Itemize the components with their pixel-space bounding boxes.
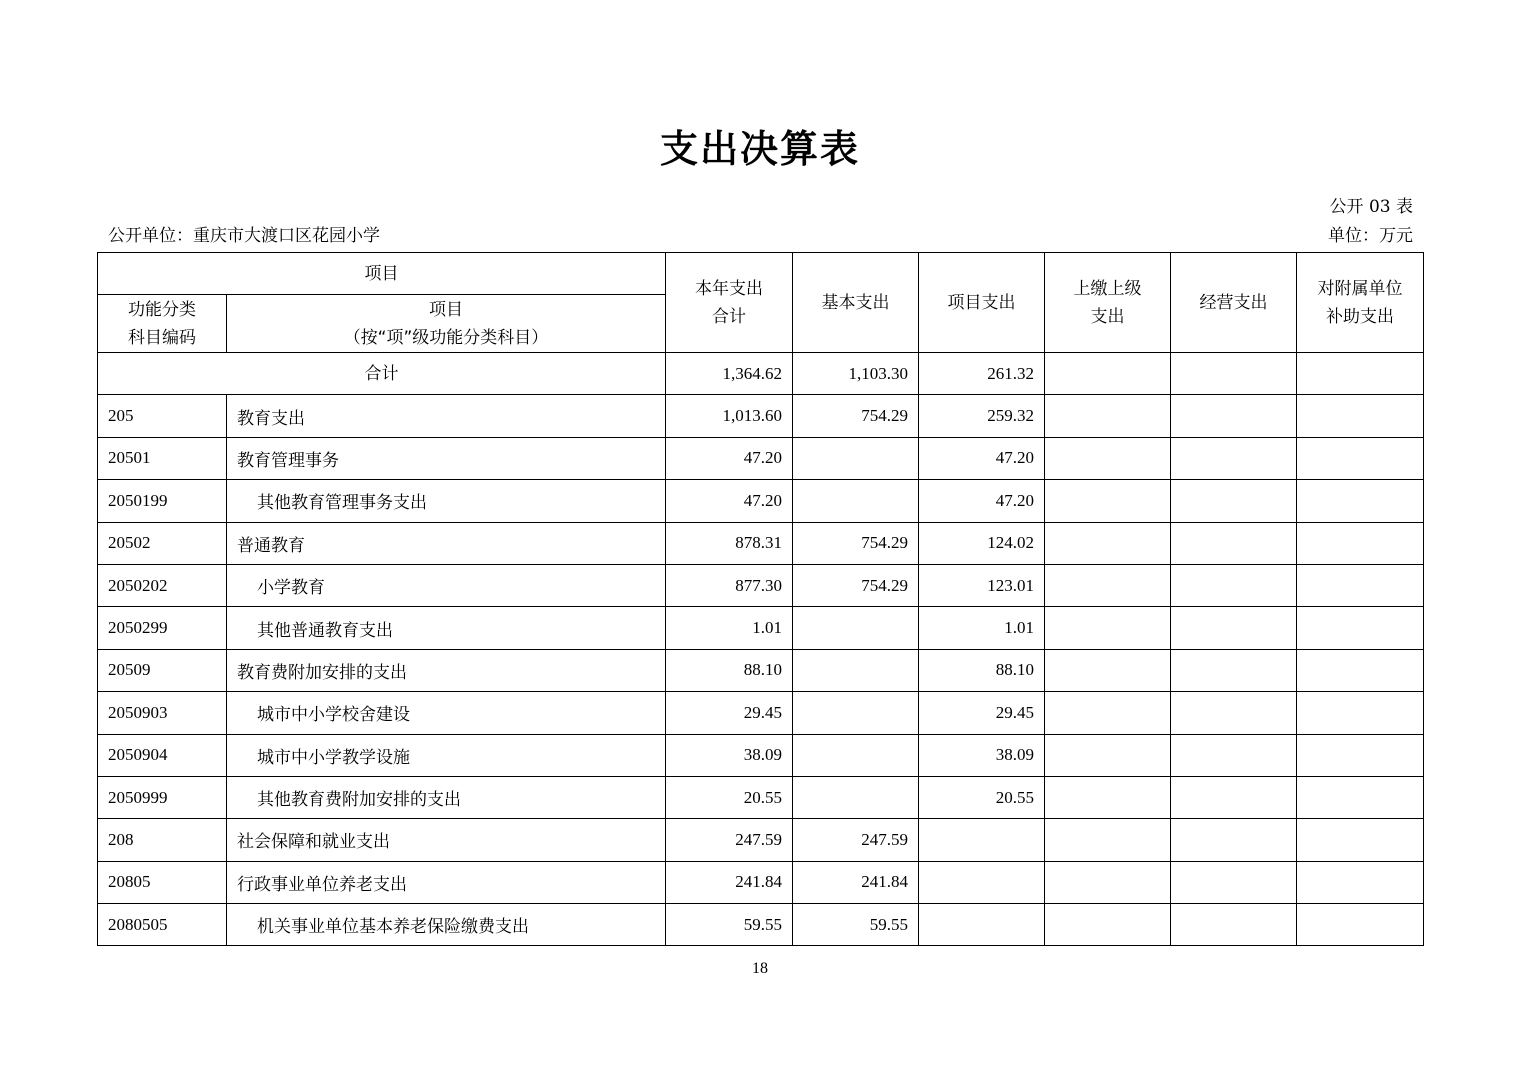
- row-code: 2080505: [98, 904, 227, 946]
- row-total: 241.84: [666, 861, 793, 903]
- row-total: 59.55: [666, 904, 793, 946]
- total-business: [1171, 353, 1297, 395]
- row-upper: [1045, 734, 1171, 776]
- row-business: [1171, 819, 1297, 861]
- reporting-unit: 公开单位：重庆市大渡口区花园小学: [108, 226, 380, 246]
- row-project: 29.45: [919, 692, 1045, 734]
- row-business: [1171, 564, 1297, 606]
- row-project: [919, 861, 1045, 903]
- row-basic: [793, 734, 919, 776]
- row-project: 124.02: [919, 522, 1045, 564]
- row-basic: [793, 437, 919, 479]
- row-code: 208: [98, 819, 227, 861]
- table-row: [98, 564, 1424, 606]
- row-subsidy: [1297, 819, 1424, 861]
- row-upper: [1045, 692, 1171, 734]
- header-total: 本年支出 合计: [666, 253, 793, 353]
- form-number: 公开 03 表: [1329, 197, 1413, 217]
- row-business: [1171, 522, 1297, 564]
- row-code: 205: [98, 395, 227, 437]
- row-project: 47.20: [919, 437, 1045, 479]
- expenditure-table: [97, 252, 1424, 946]
- row-project: 88.10: [919, 649, 1045, 691]
- row-project: 47.20: [919, 480, 1045, 522]
- header-project-expense: 项目支出: [919, 253, 1045, 353]
- table-row: [98, 649, 1424, 691]
- row-subsidy: [1297, 395, 1424, 437]
- row-subsidy: [1297, 564, 1424, 606]
- row-basic: 59.55: [793, 904, 919, 946]
- row-code: 20509: [98, 649, 227, 691]
- total-row: [98, 353, 1424, 395]
- row-code: 20502: [98, 522, 227, 564]
- row-code: 2050904: [98, 734, 227, 776]
- row-code: 2050199: [98, 480, 227, 522]
- table-row: [98, 861, 1424, 903]
- row-total: 38.09: [666, 734, 793, 776]
- row-subsidy: [1297, 607, 1424, 649]
- row-upper: [1045, 861, 1171, 903]
- table-row: [98, 480, 1424, 522]
- table-row: [98, 395, 1424, 437]
- row-basic: 247.59: [793, 819, 919, 861]
- row-name: 行政事业单位养老支出: [227, 861, 666, 903]
- row-upper: [1045, 607, 1171, 649]
- table-row: [98, 607, 1424, 649]
- row-code: 2050903: [98, 692, 227, 734]
- row-total: 877.30: [666, 564, 793, 606]
- currency-unit: 单位：万元: [1328, 226, 1413, 246]
- row-business: [1171, 776, 1297, 818]
- row-business: [1171, 861, 1297, 903]
- row-upper: [1045, 522, 1171, 564]
- table-row: [98, 819, 1424, 861]
- total-basic: 1,103.30: [793, 353, 919, 395]
- row-basic: 754.29: [793, 564, 919, 606]
- row-subsidy: [1297, 649, 1424, 691]
- row-total: 88.10: [666, 649, 793, 691]
- row-project: 38.09: [919, 734, 1045, 776]
- row-upper: [1045, 776, 1171, 818]
- row-upper: [1045, 649, 1171, 691]
- row-basic: 241.84: [793, 861, 919, 903]
- row-code: 20501: [98, 437, 227, 479]
- row-total: 20.55: [666, 776, 793, 818]
- row-project: [919, 819, 1045, 861]
- row-project: 20.55: [919, 776, 1045, 818]
- header-subsidy: 对附属单位 补助支出: [1297, 253, 1424, 353]
- row-name: 小学教育: [227, 564, 666, 606]
- row-code: 20805: [98, 861, 227, 903]
- table-row: [98, 522, 1424, 564]
- table-row: [98, 904, 1424, 946]
- row-name: 其他教育管理事务支出: [227, 480, 666, 522]
- row-subsidy: [1297, 522, 1424, 564]
- row-basic: [793, 776, 919, 818]
- total-subsidy: [1297, 353, 1424, 395]
- row-name: 教育费附加安排的支出: [227, 649, 666, 691]
- header-business: 经营支出: [1171, 253, 1297, 353]
- row-basic: [793, 649, 919, 691]
- row-basic: 754.29: [793, 522, 919, 564]
- row-name: 城市中小学校舍建设: [227, 692, 666, 734]
- row-total: 1,013.60: [666, 395, 793, 437]
- table-row: [98, 437, 1424, 479]
- row-name: 其他普通教育支出: [227, 607, 666, 649]
- row-business: [1171, 649, 1297, 691]
- row-upper: [1045, 437, 1171, 479]
- page-title: 支出决算表: [659, 127, 860, 171]
- row-name: 社会保障和就业支出: [227, 819, 666, 861]
- row-basic: [793, 480, 919, 522]
- total-upper: [1045, 353, 1171, 395]
- row-total: 878.31: [666, 522, 793, 564]
- page-number: 18: [752, 960, 768, 977]
- row-basic: 754.29: [793, 395, 919, 437]
- row-upper: [1045, 904, 1171, 946]
- row-business: [1171, 734, 1297, 776]
- row-name: 普通教育: [227, 522, 666, 564]
- row-basic: [793, 692, 919, 734]
- row-name: 其他教育费附加安排的支出: [227, 776, 666, 818]
- row-business: [1171, 692, 1297, 734]
- row-subsidy: [1297, 692, 1424, 734]
- table-row: [98, 776, 1424, 818]
- header-project: 项目: [98, 253, 666, 295]
- row-business: [1171, 437, 1297, 479]
- row-business: [1171, 395, 1297, 437]
- row-code: 2050299: [98, 607, 227, 649]
- total-project: 261.32: [919, 353, 1045, 395]
- row-upper: [1045, 395, 1171, 437]
- row-business: [1171, 607, 1297, 649]
- row-project: 123.01: [919, 564, 1045, 606]
- table-row: [98, 692, 1424, 734]
- row-total: 47.20: [666, 437, 793, 479]
- row-subsidy: [1297, 861, 1424, 903]
- row-total: 29.45: [666, 692, 793, 734]
- row-code: 2050202: [98, 564, 227, 606]
- row-basic: [793, 607, 919, 649]
- row-upper: [1045, 564, 1171, 606]
- row-upper: [1045, 480, 1171, 522]
- row-project: 259.32: [919, 395, 1045, 437]
- header-code: 功能分类 科目编码: [98, 295, 227, 353]
- total-label: 合计: [98, 353, 666, 395]
- total-amount: 1,364.62: [666, 353, 793, 395]
- row-project: [919, 904, 1045, 946]
- row-total: 47.20: [666, 480, 793, 522]
- header-upper: 上缴上级 支出: [1045, 253, 1171, 353]
- table-row: [98, 734, 1424, 776]
- row-total: 247.59: [666, 819, 793, 861]
- row-subsidy: [1297, 437, 1424, 479]
- row-project: 1.01: [919, 607, 1045, 649]
- row-subsidy: [1297, 734, 1424, 776]
- header-basic: 基本支出: [793, 253, 919, 353]
- row-name: 教育支出: [227, 395, 666, 437]
- row-name: 教育管理事务: [227, 437, 666, 479]
- row-business: [1171, 904, 1297, 946]
- row-name: 城市中小学教学设施: [227, 734, 666, 776]
- row-name: 机关事业单位基本养老保险缴费支出: [227, 904, 666, 946]
- header-name: 项目 （按“项”级功能分类科目）: [227, 295, 666, 353]
- row-subsidy: [1297, 904, 1424, 946]
- row-code: 2050999: [98, 776, 227, 818]
- row-business: [1171, 480, 1297, 522]
- row-subsidy: [1297, 776, 1424, 818]
- row-upper: [1045, 819, 1171, 861]
- row-subsidy: [1297, 480, 1424, 522]
- row-total: 1.01: [666, 607, 793, 649]
